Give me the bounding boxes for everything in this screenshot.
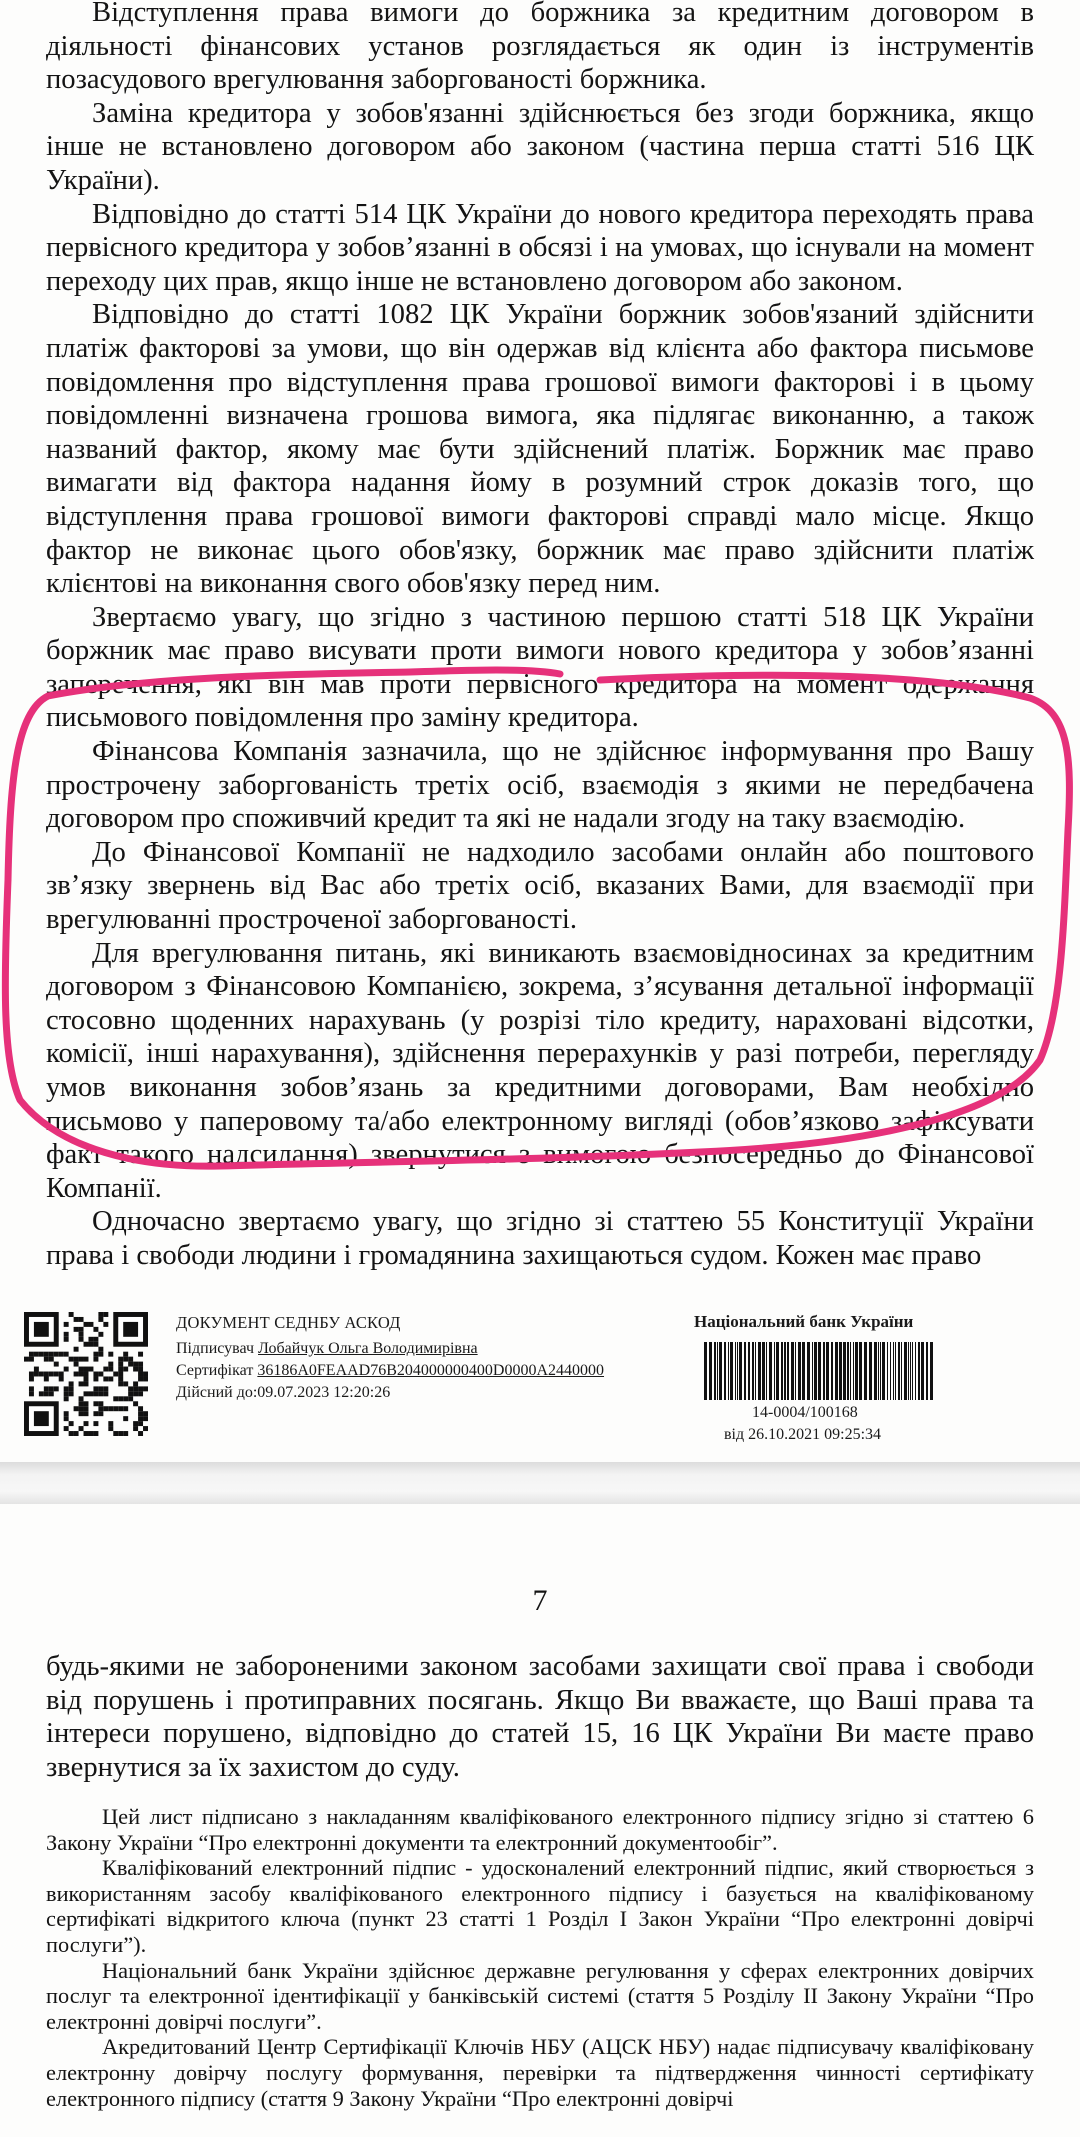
bank-name: Національний банк України <box>694 1312 914 1331</box>
paragraph-article-518: Звертаємо увагу, що згідно з частиною першою статті 518 ЦК України боржник має право висувати проти вимоги нового кредитора у зобов’язанні заперечення, які він мав проти первісного кредитора на момент одержання письмового повідомлення про заміну кредитора. <box>46 601 1034 734</box>
paragraph-third-parties: Фінансова Компанія зазначила, що не здійснює інформування про Вашу прострочену заборгованість третіх осіб, взаємодія з якими не передбачена договором про споживчий кредит та які не надали згоду на таку взаємодію. <box>46 736 1034 835</box>
registration-number: 14-0004/100168 <box>752 1404 858 1421</box>
signer-name: Лобайчук Ольга Володимирівна <box>258 1340 478 1357</box>
paragraph-article-514: Відповідно до статті 514 ЦК України до нового кредитора переходять права первісного кредитора у зобов’язанні в обсязі і на умовах, що існували на момент переходу цих прав, якщо інше не встановлено договором або законом. <box>46 198 1034 297</box>
certificate-id: 36186A0FEAAD76B204000000400D0000A2440000 <box>257 1362 605 1379</box>
paragraph-settlement-instructions: Для врегулювання питань, які виникають взаємовідносинах за кредитним договором з Фінансовою Компанією, зокрема, з’ясування детальної інформації стосовно щоденних нарахувань (у розрізі тіло кредиту, нараховані відсотки, комісії, інші нарахування), здійснення перерахунків у разі потреби, перегляду умов виконання зобов’язань за кредитними договорами, Вам необхідно письмово у паперовому та/або електронному вигляді (обов’язково зафіксувати факт такого надсилання) звернутися з вимогою безпосередньо до Фінансової Компанії. <box>46 937 1034 1204</box>
signature-footer <box>0 1300 1080 1460</box>
registration-date: від 26.10.2021 09:25:34 <box>724 1426 882 1443</box>
paragraph-no-requests: До Фінансової Компанії не надходило засобами онлайн або поштового зв’язку звернень від Вас або третіх осіб, вказаних Вами, для взаємодії при врегулюванні простроченої заборгованості. <box>46 836 1034 936</box>
paragraph-article-1082: Відповідно до статті 1082 ЦК України боржник зобов'язаний здійснити платіж факторові за умови, що він одержав від клієнта або фактора письмове повідомлення про відступлення права грошової вимоги факторові і в цьому повідомленні визначена грошова вимога, яка підлягає виконанню, а також названий фактор, якому має бути здійснений платіж. Боржник має право вимагати від фактора надання йому в розумний строк доказів того, що відступлення права грошової вимоги факторові справді мало місце. Якщо фактор не виконає цього обов'язку, боржник має право здійснити платіж клієнтові на виконання свого обов'язку перед ним. <box>46 299 1034 600</box>
paragraph-constitution-article-55: Одночасно звертаємо увагу, що згідно зі статтею 55 Конституції України права і свободи людини і громадянина захищаються судом. Кожен має право <box>46 1206 1034 1271</box>
letter-body <box>46 0 1034 1273</box>
note-nbu-regulation: Національний банк України здійснює державне регулювання у сферах електронних довірчих послуг та електронної ідентифікації у банківській системі (стаття 5 Розділу II Закону України “Про електронні довірчі послуги”. <box>46 1957 1034 2034</box>
page-number: 7 <box>532 1584 548 1617</box>
signature-info <box>176 1312 604 1404</box>
paragraph-assignment-of-claim: Відступлення права вимоги до боржника за кредитним договором в діяльності фінансових установ розглядається як один із інструментів позасудового врегулювання заборгованості боржника. <box>46 0 1034 96</box>
signer-row: Підписувач Лобайчук Ольга Володимирівна <box>176 1340 478 1357</box>
paragraph-continuation: будь-якими не забороненими законом засобами захищати свої права і свободи від порушень і протиправних посягань. Якщо Ви вважаєте, що Ваші права та інтереси порушено, відповідно до статей 15, 16 ЦК України Ви маєте право звернутися за їх захистом до суду. <box>46 1651 1034 1783</box>
qr-code-icon <box>24 1312 148 1436</box>
note-qualified-signature: Цей лист підписано з накладанням кваліфікованого електронного підпису згідно зі статтею 6 Закону України “Про електронні документи та електронний документообіг”. <box>46 1804 1034 1855</box>
validity-row: Дійсний до:09.07.2023 12:20:26 <box>176 1384 391 1401</box>
page-separator <box>0 1462 1080 1504</box>
note-signature-definition: Кваліфікований електронний підпис - удосконалений електронний підпис, який створюється з використанням засобу кваліфікованого електронного підпису і базується на кваліфікованому сертифікаті відкритого ключа (пункт 23 статті 1 Розділ I Закон України “Про електронні довірчі послуги”). <box>46 1855 1034 1957</box>
signature-legal-notes <box>46 1804 1034 2111</box>
paragraph-creditor-replacement: Заміна кредитора у зобов'язанні здійснюється без згоди боржника, якщо інше не встановлено договором або законом (частина перша статті 516 ЦК України). <box>46 97 1034 196</box>
validity-date: до:09.07.2023 12:20:26 <box>236 1384 391 1401</box>
document-page-7 <box>0 1504 1080 2137</box>
barcode-icon <box>704 1342 934 1400</box>
document-system-title: ДОКУМЕНТ СЕДНБУ АСКОД <box>176 1313 401 1332</box>
certificate-row: Сертифікат 36186A0FEAAD76B204000000400D0000A2440000 <box>176 1362 605 1379</box>
note-acsk-nbu: Акредитований Центр Сертифікації Ключів НБУ (АЦСК НБУ) надає підписувачу кваліфіковану електронну довірчу послугу формування, перевірки та підтвердження чинності сертифікату електронного підпису (стаття 9 Закону України “Про електронні довірчі <box>46 2034 1034 2111</box>
letter-body-continued <box>46 1650 1034 1784</box>
